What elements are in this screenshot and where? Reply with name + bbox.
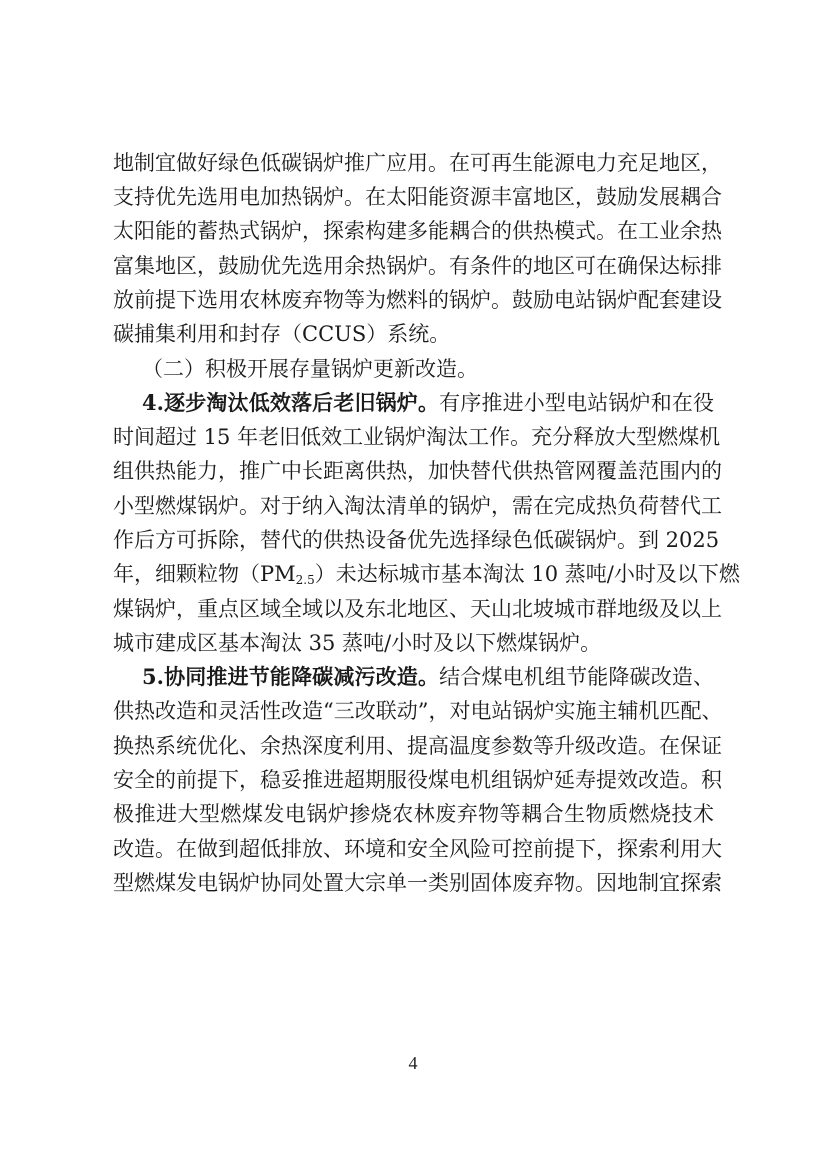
text-line: 极推进大型燃煤发电锅炉掺烧农林废弃物等耦合生物质燃烧技术 (113, 802, 714, 826)
text-line: 地制宜做好绿色低碳锅炉推广应用。在可再生能源电力充足地区， (113, 151, 722, 175)
page-number: 4 (408, 1053, 418, 1073)
text-span: ）未达标城市基本淘汰 10 蒸吨/小时及以下燃 (314, 562, 740, 586)
section-heading: （二）积极开展存量锅炉更新改造。 (142, 357, 478, 381)
text-line: 时间超过 15 年老旧低效工业锅炉淘汰工作。充分释放大型燃煤机 (113, 425, 721, 449)
text-line: 富集地区，鼓励优先选用余热锅炉。有条件的地区可在确保达标排 (113, 254, 722, 278)
text-span: 有序推进小型电站锅炉和在役 (439, 391, 715, 415)
text-line (142, 388, 714, 418)
text-line: 作后方可拆除，替代的供热设备优先选择绿色低碳锅炉。到 2025 (113, 528, 720, 552)
text-line (142, 662, 714, 692)
text-line: 太阳能的蓄热式锅炉，探索构建多能耦合的供热模式。在工业余热 (113, 219, 722, 243)
text-span: 结合煤电机组节能降碳改造、 (439, 665, 715, 689)
text-line: 改造。在做到超低排放、环境和安全风险可控前提下，探索利用大 (113, 837, 722, 861)
text-line: 碳捕集利用和封存（CCUS）系统。 (113, 322, 451, 346)
text-line (113, 559, 740, 589)
text-line: 小型燃煤锅炉。对于纳入淘汰清单的锅炉，需在完成热负荷替代工 (113, 494, 722, 518)
item-heading: 4.逐步淘汰低效落后老旧锅炉。 (142, 390, 440, 415)
text-line: 供热改造和灵活性改造“三改联动”，对电站锅炉实施主辅机匹配、 (113, 699, 723, 723)
text-line: 型燃煤发电锅炉协同处置大宗单一类别固体废弃物。因地制宜探索 (113, 871, 722, 895)
item-heading: 5.协同推进节能降碳减污改造。 (142, 664, 440, 689)
text-line: 换热系统优化、余热深度利用、提高温度参数等升级改造。在保证 (113, 734, 722, 758)
text-line: 安全的前提下，稳妥推进超期服役煤电机组锅炉延寿提效改造。积 (113, 768, 722, 792)
text-line: 放前提下选用农林废弃物等为燃料的锅炉。鼓励电站锅炉配套建设 (113, 288, 722, 312)
text-span: 年，细颗粒物（PM (113, 562, 296, 586)
text-line: 城市建成区基本淘汰 35 蒸吨/小时及以下燃煤锅炉。 (113, 631, 602, 655)
text-line: 煤锅炉，重点区域全域以及东北地区、天山北坡城市群地级及以上 (113, 597, 722, 621)
pm-subscript: 2.5 (295, 573, 315, 587)
text-line: 组供热能力，推广中长距离供热，加快替代供热管网覆盖范围内的 (113, 459, 722, 483)
text-line: 支持优先选用电加热锅炉。在太阳能资源丰富地区，鼓励发展耦合 (113, 185, 722, 209)
